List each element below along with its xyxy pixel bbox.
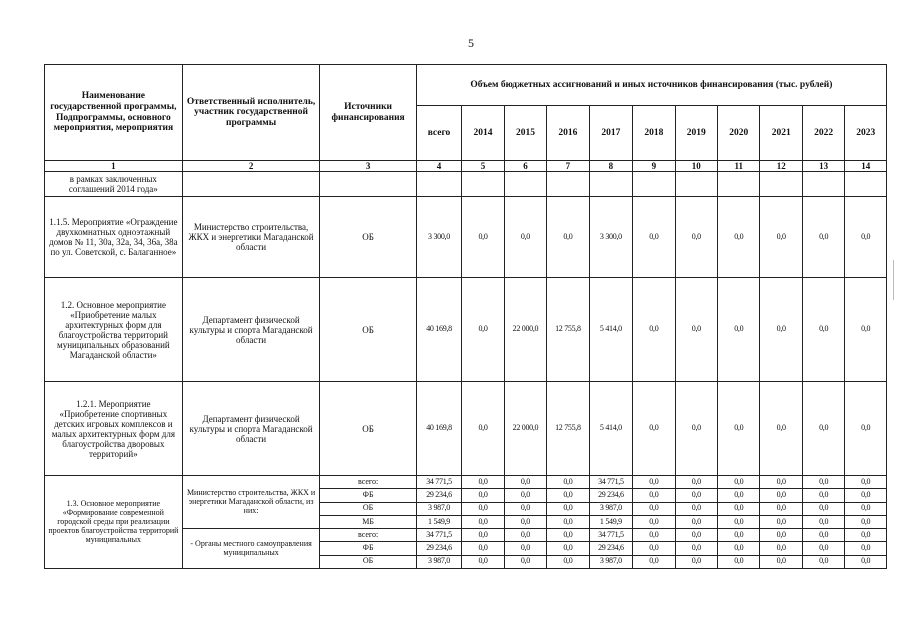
value-cell: 0,0	[802, 278, 844, 382]
source-cell: ОБ	[320, 278, 416, 382]
column-number: 12	[760, 161, 802, 172]
value-cell: 0,0	[718, 382, 760, 476]
value-cell: 5 414,0	[589, 278, 632, 382]
value-cell: 5 414,0	[589, 382, 632, 476]
column-number: 4	[416, 161, 462, 172]
value-cell: 0,0	[547, 542, 589, 555]
measure-name: 1.3. Основное мероприятие «Формирование современной городской среды при реализации проектов благоустройства территорий муниципальных	[45, 476, 183, 569]
value-cell: 0,0	[547, 476, 589, 489]
source-cell: ОБ	[320, 196, 416, 278]
value-cell: 0,0	[845, 542, 887, 555]
source-cell: всего:	[320, 529, 416, 542]
value-cell: 0,0	[802, 515, 844, 528]
value-cell	[504, 172, 546, 196]
value-cell: 0,0	[633, 196, 675, 278]
value-cell: 34 771,5	[416, 476, 462, 489]
responsible-cell: Департамент физической культуры и спорта Магаданской области	[182, 278, 320, 382]
value-cell: 0,0	[504, 502, 546, 515]
value-cell	[547, 172, 589, 196]
value-cell: 0,0	[633, 382, 675, 476]
value-cell: 0,0	[845, 196, 887, 278]
value-cell	[675, 172, 717, 196]
header-year: 2014	[462, 106, 504, 161]
scan-artifact	[893, 260, 894, 300]
value-cell: 3 987,0	[416, 502, 462, 515]
value-cell: 0,0	[462, 382, 504, 476]
value-cell: 12 755,8	[547, 382, 589, 476]
value-cell: 0,0	[845, 382, 887, 476]
value-cell: 0,0	[504, 529, 546, 542]
source-cell: МБ	[320, 515, 416, 528]
column-number: 8	[589, 161, 632, 172]
value-cell: 0,0	[462, 476, 504, 489]
value-cell	[760, 172, 802, 196]
value-cell: 0,0	[633, 502, 675, 515]
value-cell: 0,0	[504, 515, 546, 528]
table-row	[45, 278, 887, 382]
value-cell	[589, 172, 632, 196]
value-cell: 0,0	[675, 196, 717, 278]
value-cell: 0,0	[633, 529, 675, 542]
value-cell: 0,0	[547, 502, 589, 515]
value-cell: 0,0	[462, 529, 504, 542]
value-cell: 0,0	[675, 529, 717, 542]
value-cell: 0,0	[633, 515, 675, 528]
value-cell: 34 771,5	[416, 529, 462, 542]
page-number: 5	[468, 36, 474, 50]
header-year: 2017	[589, 106, 632, 161]
value-cell: 0,0	[462, 555, 504, 568]
table-row	[45, 196, 887, 278]
value-cell: 40 169,8	[416, 382, 462, 476]
value-cell: 1 549,9	[416, 515, 462, 528]
value-cell	[845, 172, 887, 196]
value-cell: 0,0	[802, 555, 844, 568]
header-responsible-col: Ответственный исполнитель, участник государственной программы	[182, 65, 320, 161]
value-cell: 0,0	[718, 476, 760, 489]
value-cell	[416, 172, 462, 196]
column-number: 13	[802, 161, 844, 172]
value-cell: 0,0	[675, 382, 717, 476]
value-cell: 0,0	[845, 476, 887, 489]
header-sources-col: Источники финансирования	[320, 65, 416, 161]
responsible-cell: Министерство строительства, ЖКХ и энергетики Магаданской области, из них:	[182, 476, 320, 529]
value-cell: 0,0	[462, 489, 504, 502]
value-cell: 0,0	[718, 529, 760, 542]
value-cell: 34 771,5	[589, 529, 632, 542]
column-number: 14	[845, 161, 887, 172]
value-cell: 40 169,8	[416, 278, 462, 382]
source-cell: ОБ	[320, 555, 416, 568]
value-cell: 0,0	[845, 489, 887, 502]
table-row	[45, 172, 887, 196]
value-cell: 0,0	[845, 515, 887, 528]
value-cell: 0,0	[718, 555, 760, 568]
value-cell: 0,0	[718, 278, 760, 382]
value-cell: 0,0	[760, 278, 802, 382]
header-year: 2015	[504, 106, 546, 161]
source-cell	[320, 172, 416, 196]
value-cell	[718, 172, 760, 196]
value-cell: 0,0	[802, 502, 844, 515]
value-cell: 0,0	[760, 489, 802, 502]
column-number: 1	[45, 161, 183, 172]
value-cell: 0,0	[760, 542, 802, 555]
value-cell	[633, 172, 675, 196]
value-cell: 0,0	[802, 382, 844, 476]
value-cell: 0,0	[633, 476, 675, 489]
value-cell: 0,0	[760, 515, 802, 528]
value-cell: 0,0	[760, 382, 802, 476]
column-number: 11	[718, 161, 760, 172]
header-year: 2019	[675, 106, 717, 161]
value-cell: 0,0	[547, 529, 589, 542]
value-cell: 3 300,0	[589, 196, 632, 278]
value-cell: 34 771,5	[589, 476, 632, 489]
column-number: 10	[675, 161, 717, 172]
source-cell: всего:	[320, 476, 416, 489]
value-cell: 0,0	[845, 555, 887, 568]
header-year: 2021	[760, 106, 802, 161]
value-cell: 29 234,6	[589, 489, 632, 502]
value-cell: 0,0	[802, 196, 844, 278]
responsible-cell	[182, 172, 320, 196]
source-cell: ОБ	[320, 502, 416, 515]
value-cell: 29 234,6	[589, 542, 632, 555]
header-year: 2022	[802, 106, 844, 161]
value-cell: 0,0	[718, 515, 760, 528]
value-cell: 0,0	[802, 476, 844, 489]
value-cell: 0,0	[675, 542, 717, 555]
header-volume-col: Объем бюджетных ассигнований и иных источников финансирования (тыс. рублей)	[416, 65, 886, 106]
column-number: 3	[320, 161, 416, 172]
value-cell: 0,0	[760, 502, 802, 515]
column-number: 5	[462, 161, 504, 172]
value-cell: 29 234,6	[416, 542, 462, 555]
value-cell: 0,0	[633, 278, 675, 382]
column-number: 9	[633, 161, 675, 172]
value-cell: 0,0	[802, 542, 844, 555]
value-cell: 0,0	[504, 489, 546, 502]
source-cell: ОБ	[320, 382, 416, 476]
measure-name: в рамках заключенных соглашений 2014 года»	[45, 172, 183, 196]
value-cell: 0,0	[760, 196, 802, 278]
value-cell: 0,0	[845, 502, 887, 515]
value-cell: 0,0	[633, 489, 675, 502]
measure-name: 1.2.1. Мероприятие «Приобретение спортивных детских игровых комплексов и малых архитектурных форм для благоустройства дворовых территорий»	[45, 382, 183, 476]
value-cell: 0,0	[504, 476, 546, 489]
value-cell: 0,0	[675, 515, 717, 528]
value-cell: 0,0	[845, 529, 887, 542]
header-year: 2023	[845, 106, 887, 161]
value-cell: 22 000,0	[504, 278, 546, 382]
table-row	[45, 382, 887, 476]
value-cell: 0,0	[462, 542, 504, 555]
header-year: 2016	[547, 106, 589, 161]
measure-name: 1.2. Основное мероприятие «Приобретение малых архитектурных форм для благоустройства территорий муниципальных образований Магаданской области»	[45, 278, 183, 382]
source-cell: ФБ	[320, 542, 416, 555]
value-cell: 0,0	[547, 515, 589, 528]
value-cell: 0,0	[718, 502, 760, 515]
value-cell: 0,0	[675, 278, 717, 382]
value-cell: 22 000,0	[504, 382, 546, 476]
value-cell: 3 987,0	[589, 502, 632, 515]
value-cell: 0,0	[547, 555, 589, 568]
column-number-row	[45, 161, 887, 172]
header-name-col: Наименование государственной программы, Подпрограммы, основного мероприятия, мероприятия	[45, 65, 183, 161]
value-cell: 3 300,0	[416, 196, 462, 278]
column-number: 7	[547, 161, 589, 172]
value-cell: 0,0	[802, 489, 844, 502]
value-cell: 12 755,8	[547, 278, 589, 382]
value-cell: 0,0	[633, 555, 675, 568]
value-cell: 0,0	[718, 196, 760, 278]
value-cell: 3 987,0	[416, 555, 462, 568]
value-cell: 29 234,6	[416, 489, 462, 502]
column-number: 2	[182, 161, 320, 172]
value-cell: 0,0	[547, 196, 589, 278]
value-cell: 0,0	[675, 489, 717, 502]
value-cell: 0,0	[718, 489, 760, 502]
table-row	[45, 476, 887, 489]
budget-table	[44, 64, 887, 569]
value-cell: 0,0	[760, 476, 802, 489]
source-cell: ФБ	[320, 489, 416, 502]
responsible-cell: Департамент физической культуры и спорта Магаданской области	[182, 382, 320, 476]
value-cell	[462, 172, 504, 196]
value-cell: 1 549,9	[589, 515, 632, 528]
header-total: всего	[416, 106, 462, 161]
value-cell: 0,0	[462, 278, 504, 382]
header-year: 2020	[718, 106, 760, 161]
responsible-cell: - Органы местного самоуправления муниципальных	[182, 529, 320, 569]
value-cell: 0,0	[760, 529, 802, 542]
responsible-cell: Министерство строительства, ЖКХ и энергетики Магаданской области	[182, 196, 320, 278]
value-cell: 0,0	[675, 555, 717, 568]
value-cell: 0,0	[675, 476, 717, 489]
value-cell: 0,0	[504, 196, 546, 278]
value-cell: 0,0	[633, 542, 675, 555]
value-cell: 0,0	[547, 489, 589, 502]
value-cell: 0,0	[845, 278, 887, 382]
column-number: 6	[504, 161, 546, 172]
value-cell: 0,0	[462, 515, 504, 528]
value-cell: 0,0	[675, 502, 717, 515]
value-cell: 0,0	[802, 529, 844, 542]
header-year: 2018	[633, 106, 675, 161]
value-cell: 0,0	[718, 542, 760, 555]
value-cell: 0,0	[504, 542, 546, 555]
value-cell: 0,0	[462, 196, 504, 278]
value-cell: 3 987,0	[589, 555, 632, 568]
value-cell: 0,0	[760, 555, 802, 568]
measure-name: 1.1.5. Мероприятие «Ограждение двухкомнатных одноэтажный домов № 11, 30а, 32а, 34, 36а, 38а по ул. Советской, с. Балаганное»	[45, 196, 183, 278]
value-cell	[802, 172, 844, 196]
value-cell: 0,0	[504, 555, 546, 568]
value-cell: 0,0	[462, 502, 504, 515]
